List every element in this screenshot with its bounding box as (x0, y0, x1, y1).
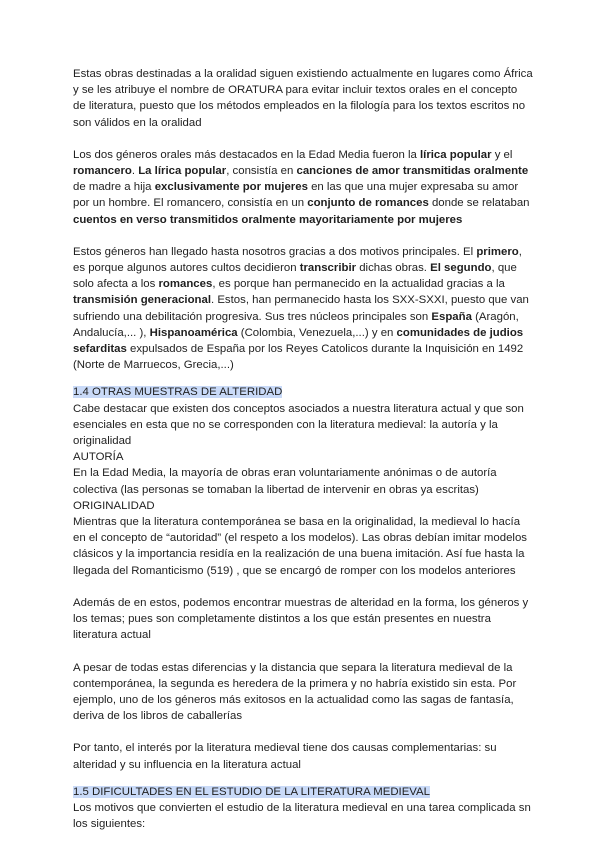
bold-text-run: conjunto de romances (307, 197, 429, 210)
bold-text-run: primero (476, 245, 519, 258)
heading-1-4-text: 1.4 OTRAS MUESTRAS DE ALTERIDAD (73, 386, 283, 399)
paragraph-interes: Por tanto, el interés por la literatura medieval tiene dos causas complementarias: su alteridad y su influencia en la literatura actual (73, 742, 497, 771)
heading-1-5 (73, 784, 533, 800)
text-run: , que solo afecta a los (73, 262, 517, 291)
bold-text-run: cuentos en verso transmitidos oralmente mayoritariamente por mujeres (73, 213, 463, 226)
bold-text-run: España (431, 310, 472, 323)
bold-text-run: La lírica popular (138, 165, 227, 178)
paragraph-motivos: Los motivos que convierten el estudio de la literatura medieval en una tarea complicada sn los siguientes: (73, 801, 531, 831)
heading-1-5-text: 1.5 DIFICULTADES EN EL ESTUDIO DE LA LITERATURA MEDIEVAL (73, 785, 430, 798)
paragraph-transmision (73, 244, 533, 374)
bold-text-run: exclusivamente por mujeres (154, 181, 308, 194)
bold-text-run: romances (158, 278, 213, 291)
text-run: , es porque han permanecido en la actualidad gracias a la (212, 278, 505, 291)
paragraph-originalidad: Mientras que la literatura contemporánea se basa en la originalidad, la medieval lo hacía en el concepto de “autoridad” (el respeto a los modelos). Las obras debían imitar modelos clásicos y la importancia residía en la realización de una buena imitación. Así fue hasta la llegada del Romanticismo (519) , que se encargó de romper con los modelos anteriores (73, 516, 527, 577)
text-run: . Estos, han permanecido hasta los SXX-SXXI, puesto que van sufriendo una debilitación progresiva. Sus tres núcleos principales son (73, 294, 529, 323)
label-originalidad: ORIGINALIDAD (73, 499, 155, 512)
text-run: , consistía en (226, 165, 297, 178)
bold-text-run: El segundo (430, 262, 492, 275)
text-run: expulsados de España por los Reyes Catolicos durante la Inquisición en 1492 (Norte de Marruecos, Grecia,...) (73, 343, 524, 372)
document-page (73, 66, 533, 832)
label-autoria: AUTORÍA (73, 451, 124, 464)
text-run: en las que una mujer expresaba su amor por un hombre. El romancero, consistía en un (73, 181, 519, 210)
paragraph-autoria: En la Edad Media, la mayoría de obras eran voluntariamente anónimas o de autoría colectiva (las personas se tomaban la libertad de intervenir en obras ya escritas) (73, 467, 497, 496)
bold-text-run: lírica popular (420, 148, 492, 161)
text-run: . (131, 165, 139, 178)
paragraph-conceptos: Cabe destacar que existen dos conceptos asociados a nuestra literatura actual y que son esenciales en esta que no se corresponden con la literatura medieval: la autoría y la originalidad (73, 402, 524, 448)
text-run: de madre a hija (73, 181, 155, 194)
paragraph-generos-orales (73, 147, 533, 228)
paragraph-oratura: Estas obras destinadas a la oralidad siguen existiendo actualmente en lugares como África y se les atribuye el nombre de ORATURA para evitar incluir textos orales en el concepto de literatura, puesto que los métodos empleados en la filología para los textos escritos no son válidos en la oralidad (73, 68, 533, 129)
text-run: donde se relataban (428, 197, 530, 210)
bold-text-run: comunidades de judios sefarditas (73, 326, 524, 356)
bold-text-run: transmisión generacional (73, 294, 211, 307)
text-run: (Colombia, Venezuela,...) y en (237, 326, 397, 339)
bold-text-run: transcribir (299, 262, 357, 275)
text-run: Estos géneros han llegado hasta nosotros gracias a dos motivos principales. El (73, 245, 477, 258)
text-run: , es porque algunos autores cultos decidieron (73, 245, 522, 275)
paragraph-alteridad-forma: Además de en estos, podemos encontrar muestras de alteridad en la forma, los géneros y los temas; pues son completamente distintos a los que están presentes en nuestra literatura actual (73, 596, 529, 642)
text-run: y el (491, 148, 513, 161)
text-run: Los dos géneros orales más destacados en la Edad Media fueron la (73, 148, 420, 161)
bold-text-run: Hispanoamérica (149, 326, 238, 339)
text-run: (Aragón, Andalucía,... ), (73, 310, 519, 339)
paragraph-herencia: A pesar de todas estas diferencias y la distancia que separa la literatura medieval de la contemporánea, la segunda es heredera de la primera y no habría existido sin esta. Por ejemplo, uno de los géneros más exitosos en la actualidad como las sagas de fantasía, deriva de los libros de caballerías (73, 661, 517, 723)
heading-1-4 (73, 384, 533, 400)
bold-text-run: romancero (73, 165, 132, 178)
bold-text-run: canciones de amor transmitidas oralmente (296, 165, 529, 178)
text-run: dichas obras. (356, 262, 431, 275)
